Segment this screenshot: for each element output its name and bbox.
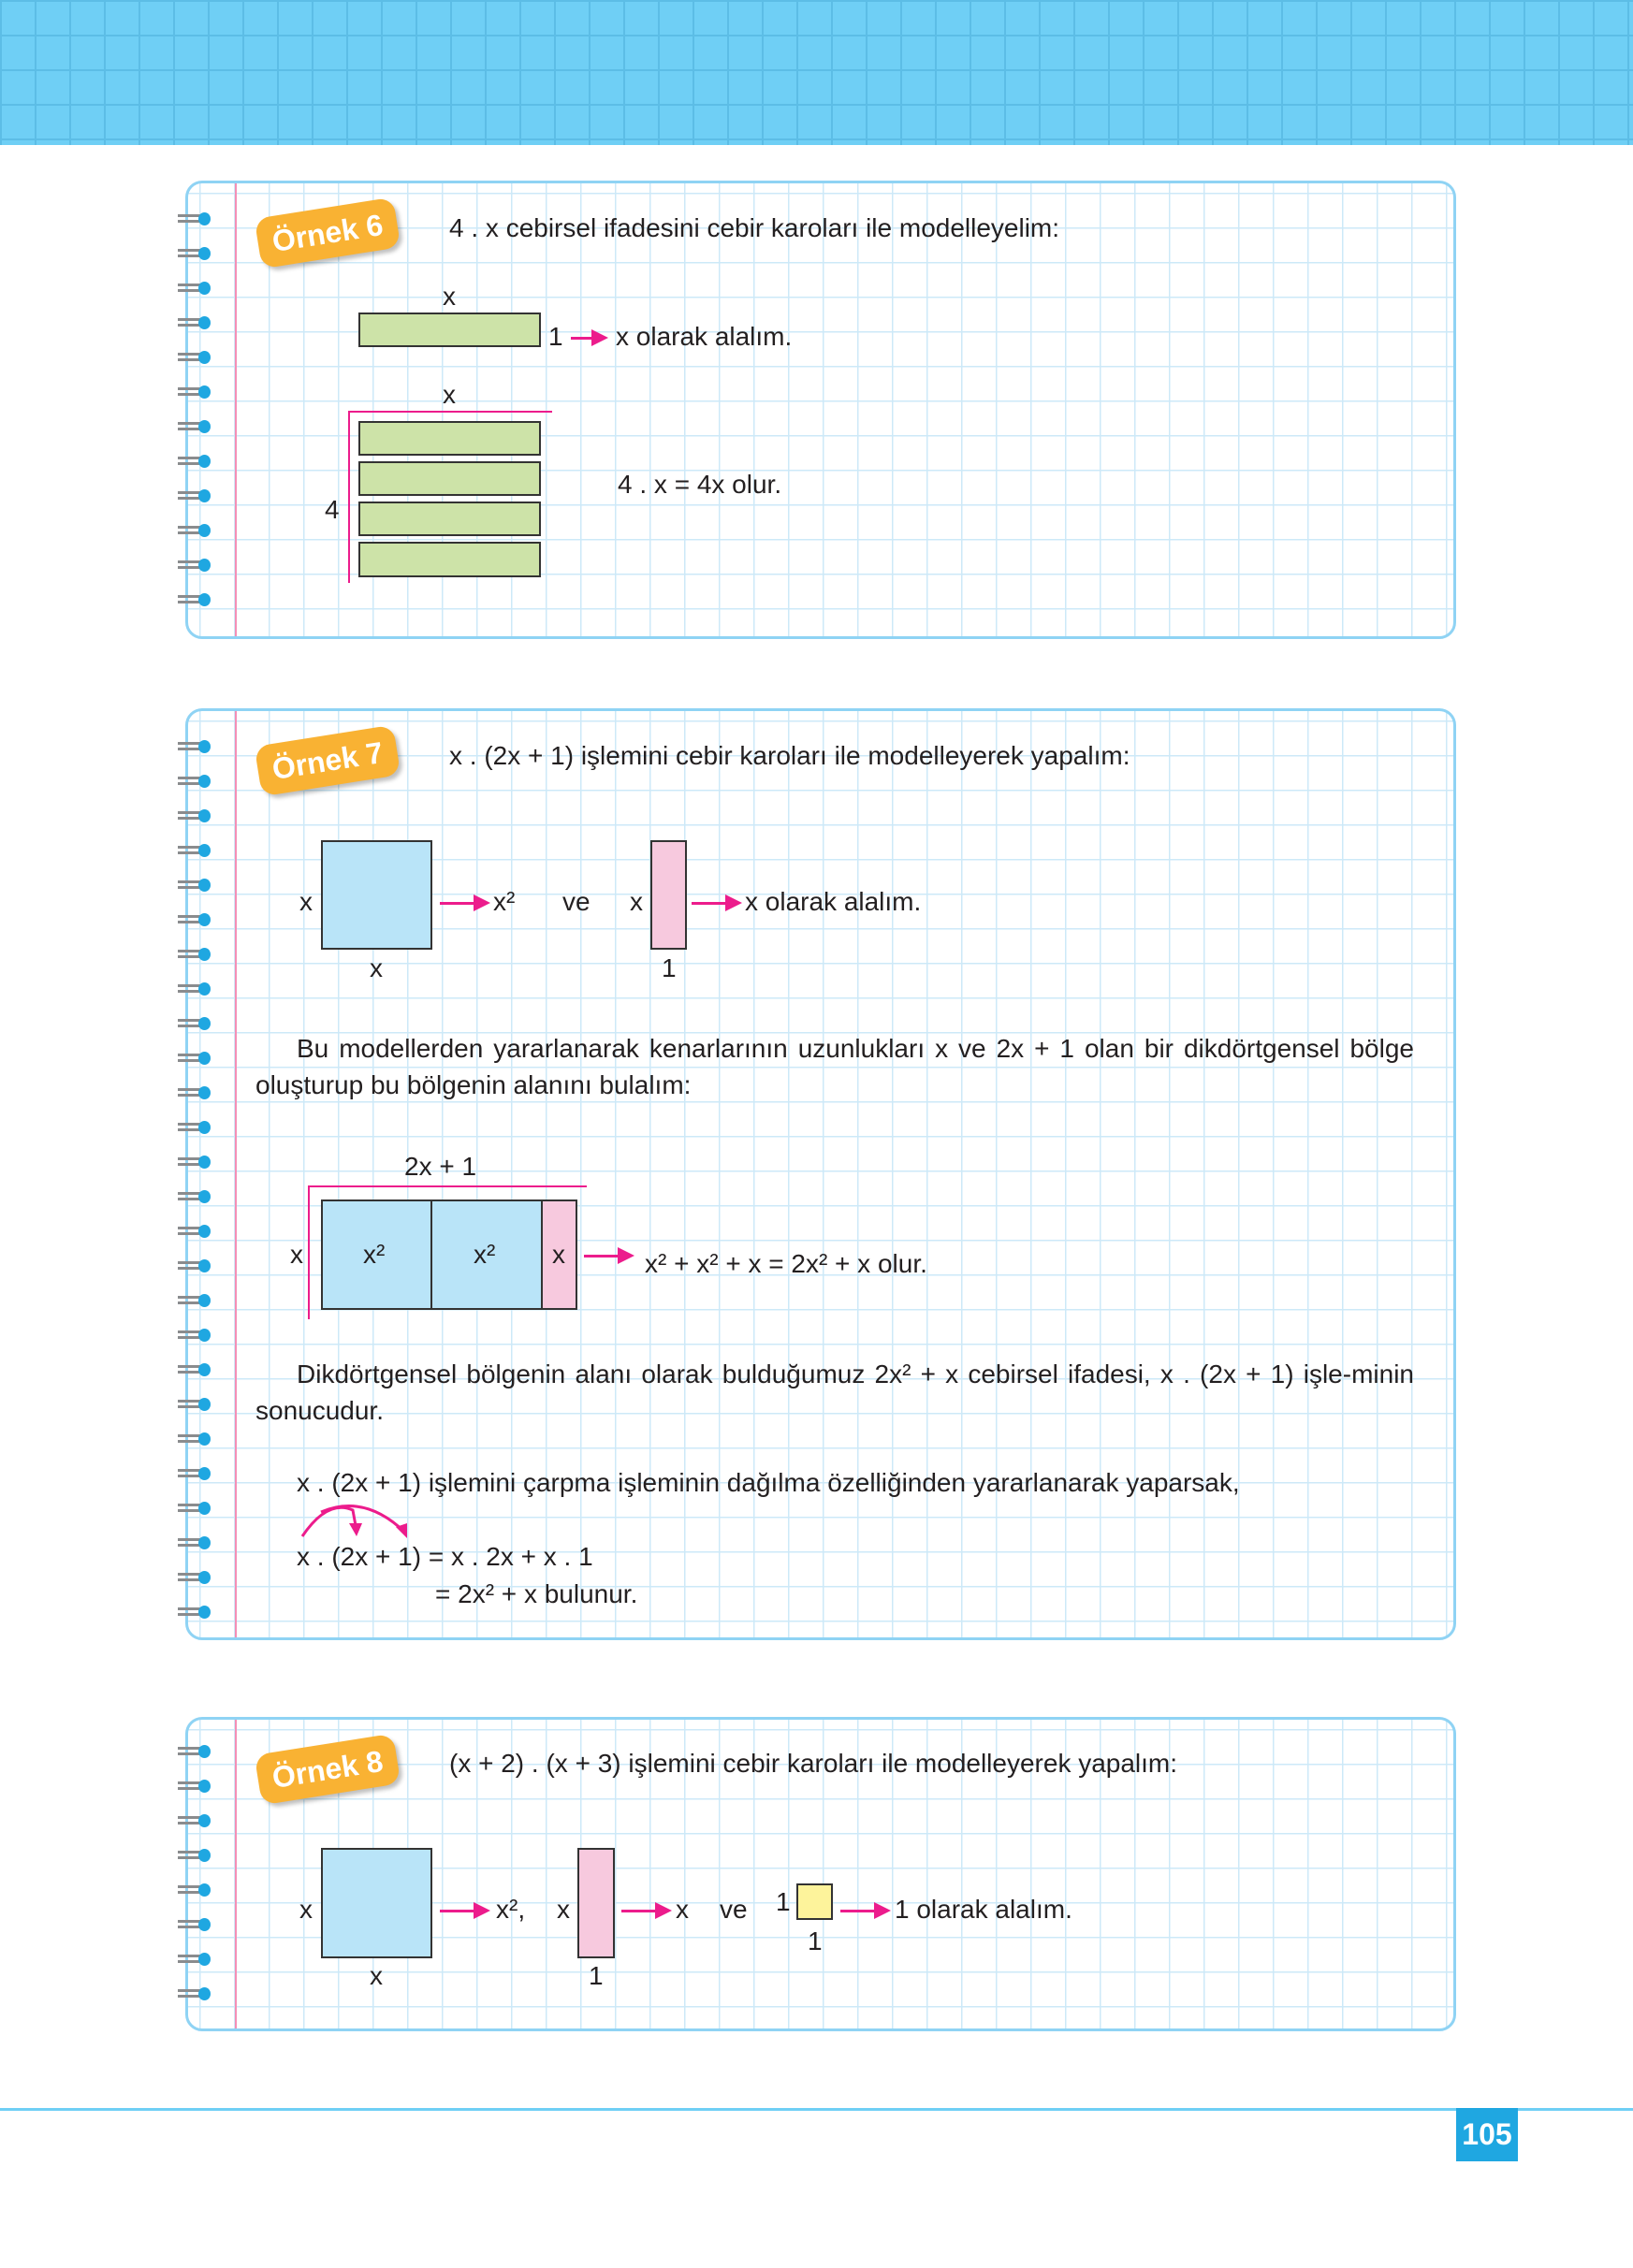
cell-label: x² (363, 1240, 386, 1269)
spiral-ring-icon (178, 1468, 213, 1481)
spiral-ring-icon (178, 1746, 213, 1759)
tile-side-label: 1 (548, 322, 563, 351)
example-badge: Örnek 6 (255, 197, 401, 269)
unit-desc: 1 olarak alalım. (895, 1895, 1072, 1924)
arrow-icon (840, 1910, 887, 1912)
spiral-ring-icon (178, 810, 213, 823)
spiral-ring-icon (178, 1156, 213, 1170)
unit-tile (796, 1883, 833, 1920)
distribution-arrows-icon (295, 1499, 416, 1542)
arrow-icon (440, 1910, 487, 1912)
spiral-ring-icon (178, 845, 213, 858)
tile-top-label: x (443, 282, 456, 311)
bracket-line (348, 411, 552, 413)
spiral-ring-icon (178, 1954, 213, 1967)
bracket-line (308, 1185, 310, 1319)
x-tile (358, 542, 541, 577)
square-bottom-label: x (370, 1961, 383, 1990)
square-name: x², (496, 1895, 526, 1924)
rect-left-label: x (557, 1895, 570, 1924)
spiral-ring-icon (178, 248, 213, 261)
spiral-ring-icon (178, 456, 213, 469)
square-name: x² (493, 887, 516, 916)
margin-line (235, 183, 237, 636)
x-tile (358, 313, 541, 347)
spiral-ring-icon (178, 1191, 213, 1204)
spiral-ring-icon (178, 1572, 213, 1585)
paragraph: Bu modellerden yararlanarak kenarlarının uzunlukları x ve 2x + 1 olan bir dikdörtgensel bölge oluşturup bu bölgenin alanını bulalım: (255, 1034, 1414, 1099)
spiral-ring-icon (178, 1433, 213, 1447)
bracket-line (348, 411, 350, 583)
spiral-ring-icon (178, 525, 213, 538)
x-tile (358, 461, 541, 496)
spiral-ring-icon (178, 1226, 213, 1239)
group-top-label: x (443, 380, 456, 409)
x-squared-tile (321, 1848, 432, 1958)
spiral-ring-icon (178, 880, 213, 893)
spiral-ring-icon (178, 490, 213, 503)
spiral-ring-icon (178, 317, 213, 330)
spiral-ring-icon (178, 914, 213, 927)
big-top-label: 2x + 1 (404, 1152, 477, 1181)
square-left-label: x (299, 887, 313, 916)
spiral-ring-icon (178, 1087, 213, 1100)
spiral-ring-icon (178, 1399, 213, 1412)
example-badge: Örnek 8 (255, 1734, 401, 1806)
arrow-icon (571, 337, 605, 340)
bracket-line (308, 1185, 587, 1187)
paragraph: Dikdörtgensel bölgenin alanı olarak bulduğumuz 2x² + x cebirsel ifadesi, x . (2x + 1) işle-minin sonucudur. (255, 1359, 1414, 1425)
rect-name: x (676, 1895, 689, 1924)
x-tile (577, 1848, 615, 1958)
spiral-ring-icon (178, 1364, 213, 1377)
spiral-ring-icon (178, 1919, 213, 1932)
spiral-ring-icon (178, 386, 213, 400)
example-title: 4 . x cebirsel ifadesini cebir karoları ile modelleyelim: (449, 213, 1060, 242)
square-bottom-label: x (370, 953, 383, 982)
spiral-ring-icon (178, 421, 213, 434)
page-number: 105 (1456, 2108, 1518, 2161)
equation: x² + x² + x = 2x² + x olur. (645, 1249, 927, 1278)
spiral-ring-icon (178, 983, 213, 996)
group-side-label: 4 (325, 495, 340, 524)
spiral-ring-icon (178, 1815, 213, 1828)
x-tile (358, 421, 541, 456)
arrow-icon (584, 1255, 631, 1258)
result-text: 4 . x = 4x olur. (618, 470, 782, 499)
calc-line-1: x . (2x + 1) = x . 2x + x . 1 (297, 1542, 593, 1571)
x-tile (358, 502, 541, 536)
rect-bottom-label: 1 (662, 953, 677, 982)
square-left-label: x (299, 1895, 313, 1924)
spiral-ring-icon (178, 1606, 213, 1620)
spiral-ring-icon (178, 1260, 213, 1273)
big-left-label: x (290, 1240, 303, 1269)
spiral-ring-icon (178, 1330, 213, 1343)
footer-line (0, 2108, 1633, 2111)
spiral-ring-icon (178, 1884, 213, 1897)
rect-bottom-label: 1 (589, 1961, 604, 1990)
spiral-ring-icon (178, 560, 213, 573)
spiral-ring-icon (178, 741, 213, 754)
cell-label: x (552, 1240, 565, 1269)
example-title: (x + 2) . (x + 3) işlemini cebir karoları ile modelleyerek yapalım: (449, 1749, 1178, 1778)
unit-bottom-label: 1 (808, 1926, 823, 1955)
spiral-ring-icon (178, 594, 213, 607)
rect-left-label: x (630, 887, 643, 916)
spiral-ring-icon (178, 213, 213, 226)
spiral-ring-icon (178, 949, 213, 962)
cell-label: x² (474, 1240, 496, 1269)
spiral-ring-icon (178, 1122, 213, 1135)
margin-line (235, 711, 237, 1637)
spiral-ring-icon (178, 1988, 213, 2001)
paragraph: x . (2x + 1) işlemini çarpma işleminin dağılma özelliğinden yararlanarak yaparsak, (297, 1468, 1240, 1497)
unit-left-label: 1 (776, 1887, 791, 1916)
ve-text: ve (720, 1895, 748, 1924)
ve-text: ve (562, 887, 591, 916)
calc-line-2: = 2x² + x bulunur. (435, 1579, 638, 1608)
example-badge: Örnek 7 (255, 725, 401, 797)
spiral-ring-icon (178, 1850, 213, 1863)
margin-line (235, 1720, 237, 2028)
spiral-ring-icon (178, 283, 213, 296)
arrow-icon (440, 902, 487, 905)
spiral-ring-icon (178, 1781, 213, 1794)
spiral-ring-icon (178, 1537, 213, 1550)
arrow-icon (621, 1910, 668, 1912)
rect-desc: x olarak alalım. (745, 887, 922, 916)
spiral-ring-icon (178, 1503, 213, 1516)
x-tile (650, 840, 687, 950)
header-band (0, 0, 1633, 145)
spiral-ring-icon (178, 1018, 213, 1031)
example-title: x . (2x + 1) işlemini cebir karoları ile modelleyerek yapalım: (449, 741, 1130, 770)
arrow-icon (692, 902, 738, 905)
spiral-ring-icon (178, 352, 213, 365)
spiral-ring-icon (178, 776, 213, 789)
x-squared-tile (321, 840, 432, 950)
spiral-ring-icon (178, 1295, 213, 1308)
tile-desc: x olarak alalım. (616, 322, 793, 351)
spiral-ring-icon (178, 1053, 213, 1066)
